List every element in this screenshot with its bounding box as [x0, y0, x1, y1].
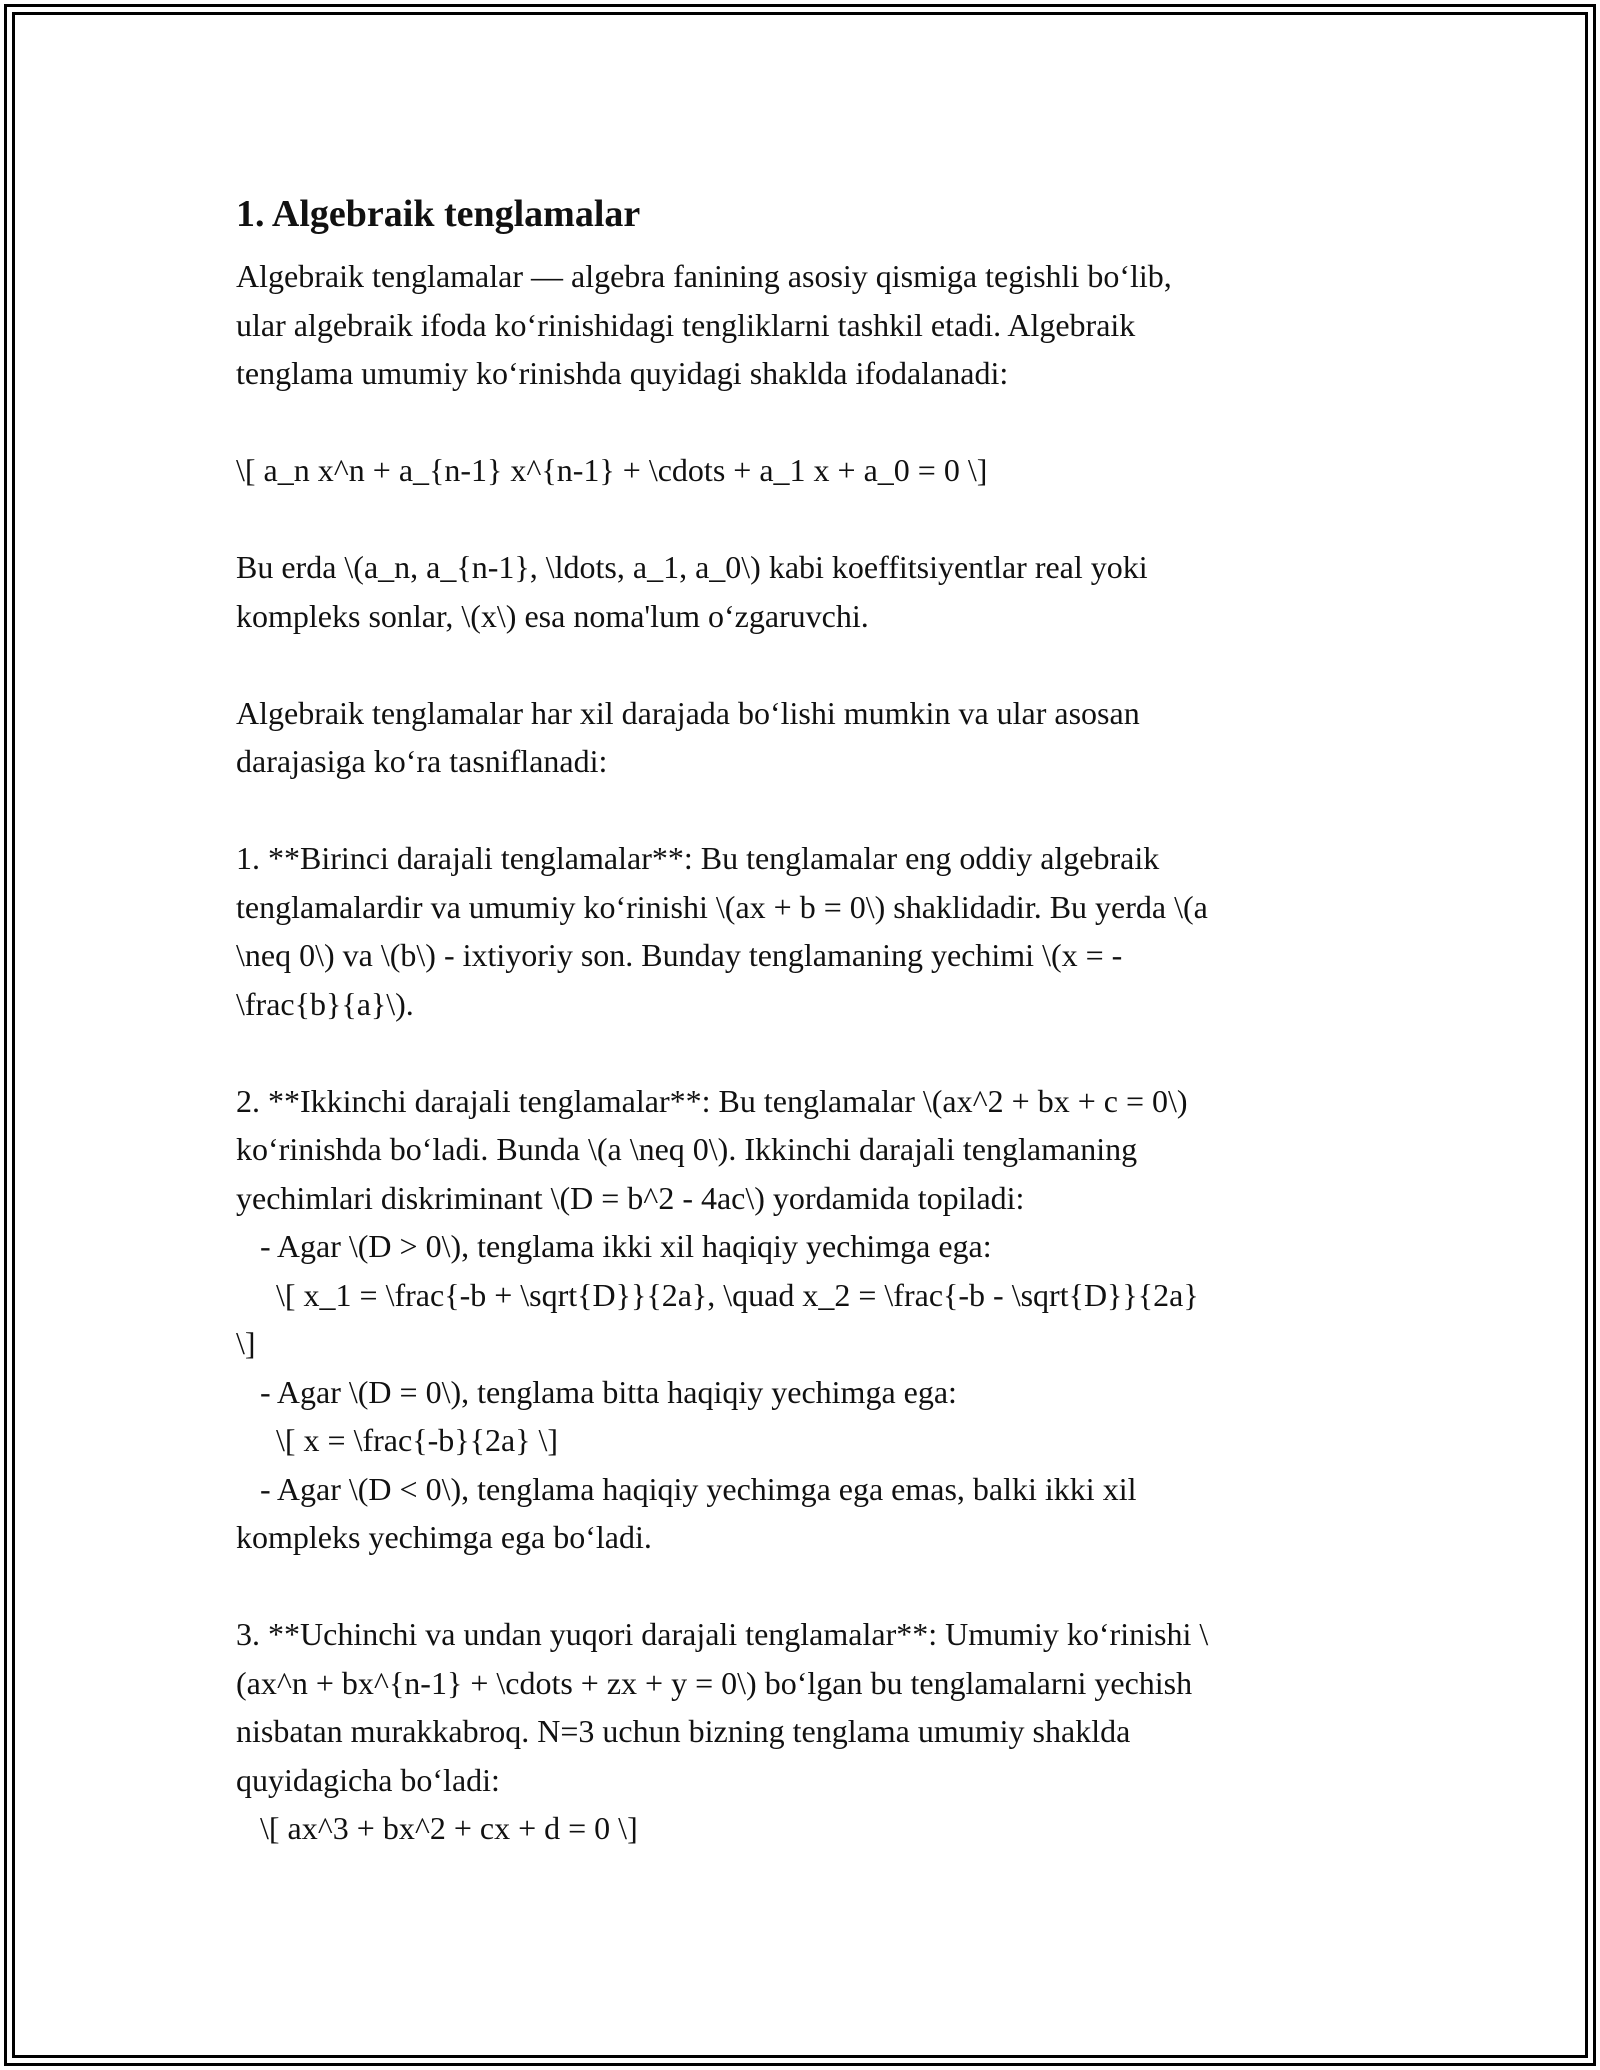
- text-line: - Agar \(D = 0\), tenglama bitta haqiqiy yechimga ega:: [236, 1373, 957, 1410]
- text-line: (ax^n + bx^{n-1} + \cdots + zx + y = 0\) bo‘lgan bu tenglamalarni yechish: [236, 1664, 1193, 1701]
- text-line: \frac{b}{a}\).: [236, 985, 414, 1022]
- text-line: - Agar \(D < 0\), tenglama haqiqiy yechimga ega emas, balki ikki xil: [236, 1470, 1137, 1507]
- text-line: nisbatan murakkabroq. N=3 uchun bizning tenglama umumiy shaklda: [236, 1713, 1131, 1749]
- text-line: darajasiga ko‘ra tasniflanadi:: [236, 743, 608, 779]
- blank-line: [236, 1562, 1366, 1611]
- text-line: \[ a_n x^n + a_{n-1} x^{n-1} + \cdots + a_1 x + a_0 = 0 \]: [236, 452, 988, 488]
- text-line: \[ x = \frac{-b}{2a} \]: [236, 1422, 559, 1458]
- text-line: ular algebraik ifoda ko‘rinishidagi tengliklarni tashkil etadi. Algebraik: [236, 306, 1136, 343]
- text-line: Algebraik tenglamalar — algebra fanining asosiy qismiga tegishli bo‘lib,: [236, 258, 1172, 294]
- text-line: \neq 0\) va \(b\) - ixtiyoriy son. Bunday tenglamaning yechimi \(x = -: [236, 937, 1123, 973]
- blank-line: [236, 640, 1366, 689]
- text-line: kompleks yechimga ega bo‘ladi.: [236, 1519, 652, 1555]
- text-line: \[ ax^3 + bx^2 + cx + d = 0 \]: [236, 1810, 638, 1846]
- document-text: [236, 252, 1366, 1853]
- blank-line: [236, 786, 1366, 835]
- blank-line: [236, 398, 1366, 447]
- text-line: ko‘rinishda bo‘ladi. Bunda \(a \neq 0\). Ikkinchi darajali tenglamaning: [236, 1131, 1138, 1167]
- text-line: tenglama umumiy ko‘rinishda quyidagi shaklda ifodalanadi:: [236, 355, 1009, 391]
- text-line: yechimlari diskriminant \(D = b^2 - 4ac\) yordamida topiladi:: [236, 1179, 1025, 1216]
- text-line: kompleks sonlar, \(x\) esa noma'lum o‘zgaruvchi.: [236, 597, 869, 634]
- text-line: tenglamalardir va umumiy ko‘rinishi \(ax + b = 0\) shaklidadir. Bu yerda \(a: [236, 888, 1208, 925]
- text-line: \[ x_1 = \frac{-b + \sqrt{D}}{2a}, \quad x_2 = \frac{-b - \sqrt{D}}{2a}: [236, 1276, 1199, 1313]
- text-line: 3. **Uchinchi va undan yuqori darajali tenglamalar**: Umumiy ko‘rinishi \: [236, 1616, 1209, 1652]
- blank-line: [236, 495, 1366, 544]
- text-line: quyidagicha bo‘ladi:: [236, 1761, 500, 1798]
- section-heading: 1. Algebraik tenglamalar: [236, 193, 641, 235]
- text-line: Algebraik tenglamalar har xil darajada bo‘lishi mumkin va ular asosan: [236, 694, 1140, 731]
- text-line: 1. **Birinci darajali tenglamalar**: Bu tenglamalar eng oddiy algebraik: [236, 840, 1160, 876]
- text-line: Bu erda \(a_n, a_{n-1}, \ldots, a_1, a_0\) kabi koeffitsiyentlar real yoki: [236, 549, 1148, 585]
- document-body: [236, 186, 1366, 1853]
- text-line: - Agar \(D > 0\), tenglama ikki xil haqiqiy yechimga ega:: [236, 1228, 992, 1264]
- text-line: \]: [236, 1325, 256, 1361]
- blank-line: [236, 1028, 1366, 1077]
- text-line: 2. **Ikkinchi darajali tenglamalar**: Bu tenglamalar \(ax^2 + bx + c = 0\): [236, 1082, 1188, 1119]
